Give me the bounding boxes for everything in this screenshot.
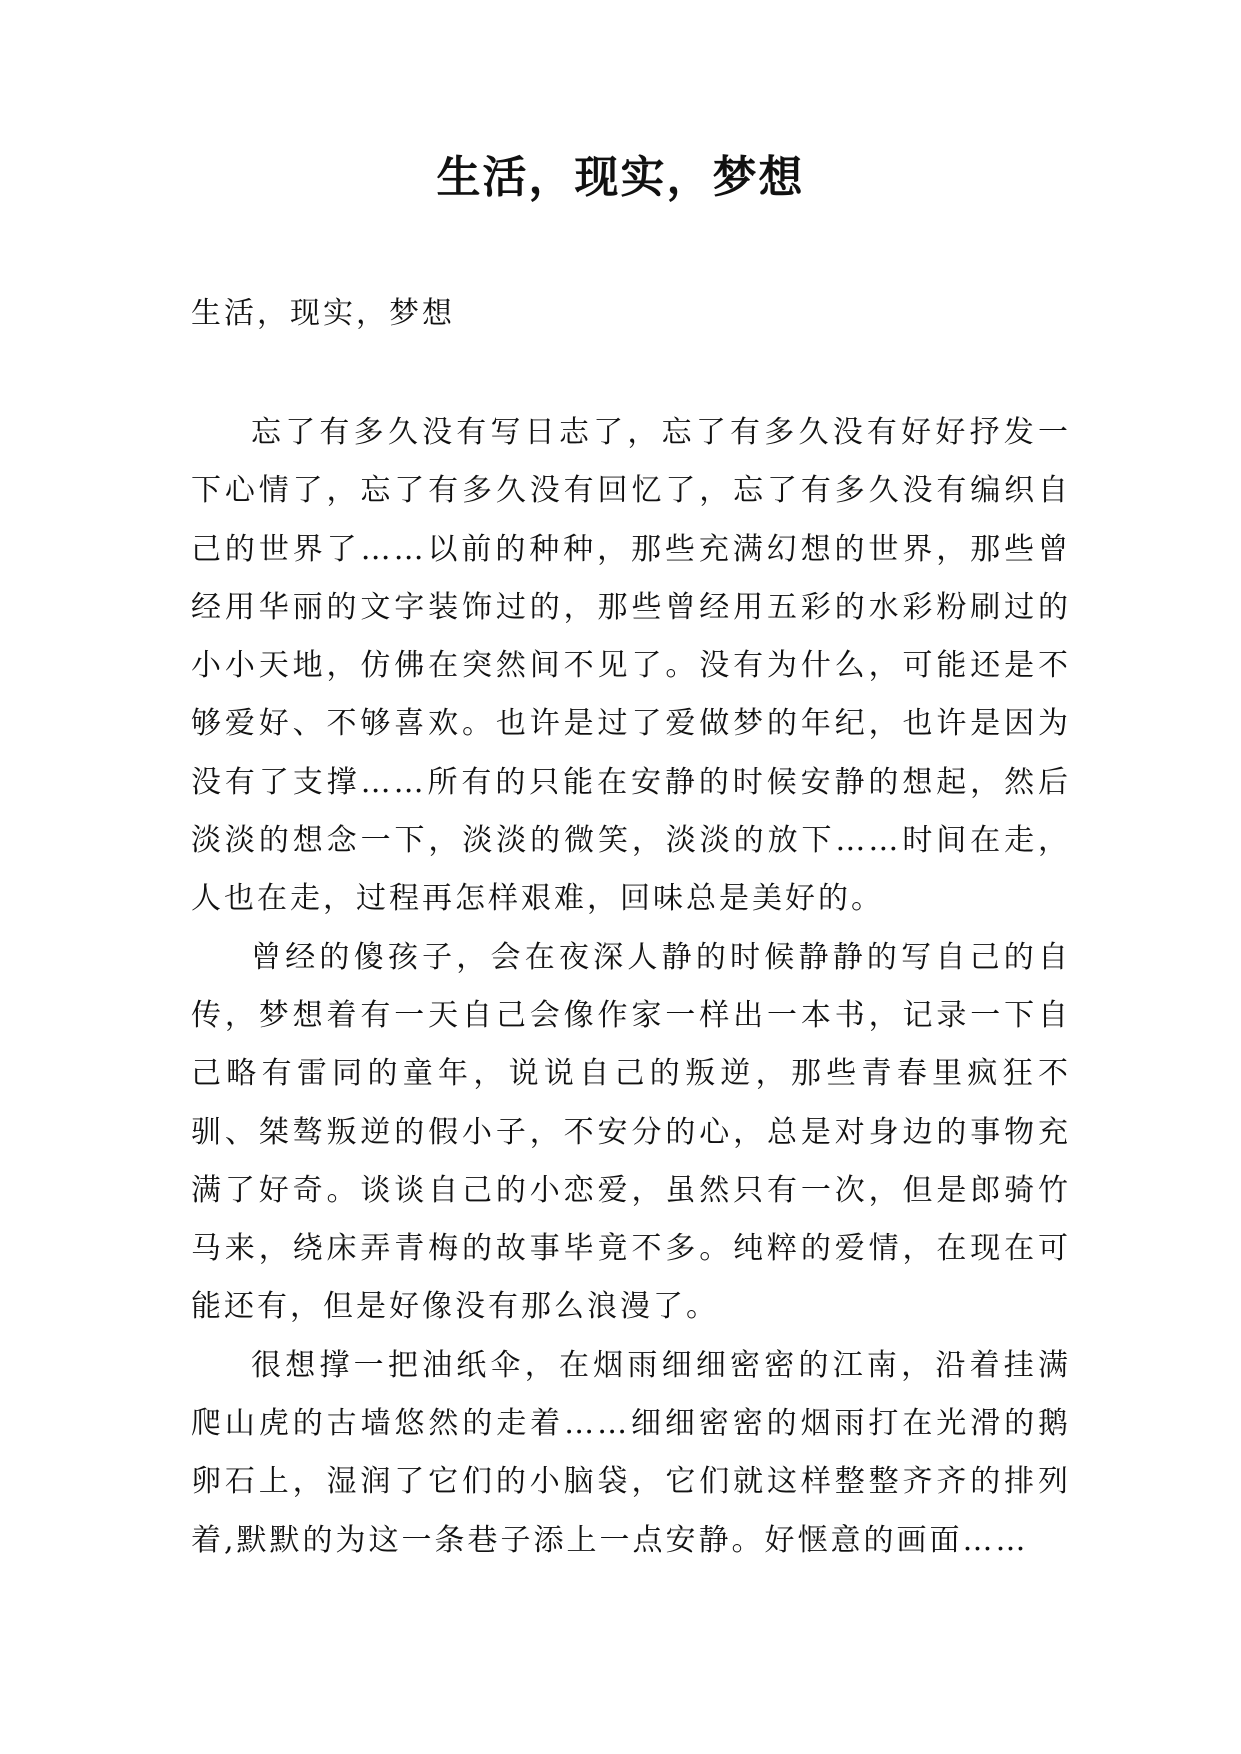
paragraph-3: 很想撑一把油纸伞，在烟雨细细密密的江南，沿着挂满爬山虎的古墙悠然的走着……细细密密的烟雨打在光滑的鹅卵石上，湿润了它们的小脑袋，它们就这样整整齐齐的排列着,默默的为这一条巷子添上一点安静。好惬意的画面…… [191, 1347, 1071, 1558]
document-title: 生活，现实，梦想 [436, 152, 805, 203]
document-subtitle: 生活，现实，梦想 [191, 296, 455, 331]
paragraph-1: 忘了有多久没有写日志了，忘了有多久没有好好抒发一下心情了，忘了有多久没有回忆了，忘了有多久没有编织自己的世界了……以前的种种，那些充满幻想的世界，那些曾经用华丽的文字装饰过的，那些曾经用五彩的水彩粉刷过的小小天地，仿佛在突然间不见了。没有为什么，可能还是不够爱好、不够喜欢。也许是过了爱做梦的年纪，也许是因为没有了支撑……所有的只能在安静的时候安静的想起，然后淡淡的想念一下，淡淡的微笑，淡淡的放下……时间在走，人也在走，过程再怎样艰难，回味总是美好的。 [191, 415, 1071, 917]
document-body [191, 404, 1071, 1570]
paragraph-2: 曾经的傻孩子，会在夜深人静的时候静静的写自己的自传，梦想着有一天自己会像作家一样出一本书，记录一下自己略有雷同的童年，说说自己的叛逆，那些青春里疯狂不驯、桀骜叛逆的假小子，不安分的心，总是对身边的事物充满了好奇。谈谈自己的小恋爱，虽然只有一次，但是郎骑竹马来，绕床弄青梅的故事毕竟不多。纯粹的爱情，在现在可能还有，但是好像没有那么浪漫了。 [191, 939, 1071, 1325]
